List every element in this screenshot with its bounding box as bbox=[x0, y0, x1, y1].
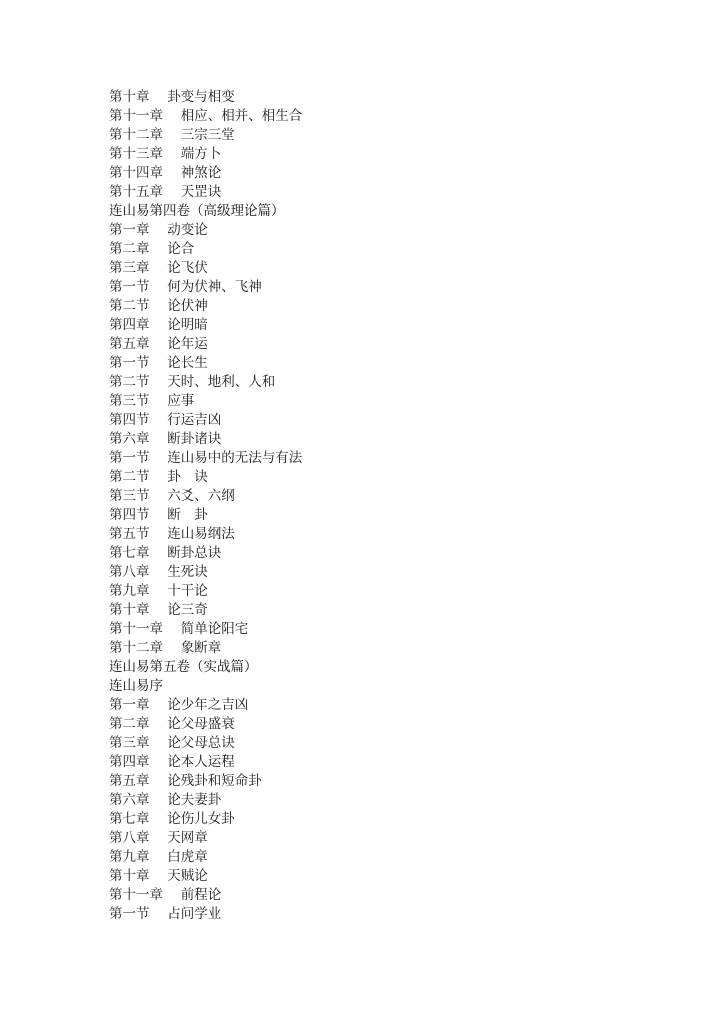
toc-entry: 第一章 动变论 bbox=[109, 222, 208, 238]
toc-entry: 第一节 占问学业 bbox=[109, 906, 222, 922]
toc-entry: 第一章 论少年之吉凶 bbox=[109, 697, 249, 713]
toc-entry: 第二节 卦 诀 bbox=[109, 469, 208, 485]
toc-entry: 第十三章 端方卜 bbox=[109, 146, 222, 162]
toc-entry: 第八章 天网章 bbox=[109, 830, 208, 846]
toc-entry: 第六章 断卦诸诀 bbox=[109, 431, 222, 447]
toc-entry: 第三章 论飞伏 bbox=[109, 260, 208, 276]
toc-entry: 第四章 论本人运程 bbox=[109, 754, 235, 770]
toc-entry: 第二节 天时、地利、人和 bbox=[109, 374, 276, 390]
toc-entry: 第五章 论年运 bbox=[109, 336, 208, 352]
toc-entry: 第二节 论伏神 bbox=[109, 298, 208, 314]
toc-entry: 第四章 论明暗 bbox=[109, 317, 208, 333]
toc-entry: 第十章 论三奇 bbox=[109, 602, 208, 618]
toc-entry: 第十二章 三宗三堂 bbox=[109, 127, 235, 143]
toc-entry: 第一节 何为伏神、飞神 bbox=[109, 279, 262, 295]
preface-heading: 连山易序 bbox=[109, 678, 163, 694]
volume-heading: 连山易第五卷（实战篇） bbox=[109, 659, 258, 675]
toc-entry: 第一节 论长生 bbox=[109, 355, 208, 371]
toc-entry: 第一节 连山易中的无法与有法 bbox=[109, 450, 303, 466]
toc-entry: 第二章 论合 bbox=[109, 241, 195, 257]
toc-entry: 第十章 卦变与相变 bbox=[109, 89, 235, 105]
toc-entry: 第九章 白虎章 bbox=[109, 849, 208, 865]
toc-entry: 第五节 连山易纲法 bbox=[109, 526, 235, 542]
toc-entry: 第三章 论父母总诀 bbox=[109, 735, 235, 751]
toc-entry: 第十一章 简单论阳宅 bbox=[109, 621, 249, 637]
toc-entry: 第四节 断 卦 bbox=[109, 507, 208, 523]
toc-entry: 第六章 论夫妻卦 bbox=[109, 792, 222, 808]
toc-entry: 第七章 论伤儿女卦 bbox=[109, 811, 235, 827]
toc-entry: 第十二章 象断章 bbox=[109, 640, 222, 656]
toc-entry: 第三节 应事 bbox=[109, 393, 195, 409]
toc-entry: 第十五章 天罡诀 bbox=[109, 184, 222, 200]
table-of-contents bbox=[109, 88, 302, 924]
toc-entry: 第四节 行运吉凶 bbox=[109, 412, 222, 428]
toc-entry: 第十四章 神煞论 bbox=[109, 165, 222, 181]
toc-entry: 第十一章 前程论 bbox=[109, 887, 222, 903]
toc-entry: 第九章 十干论 bbox=[109, 583, 208, 599]
toc-entry: 第十一章 相应、相并、相生合 bbox=[109, 108, 303, 124]
volume-heading: 连山易第四卷（高级理论篇） bbox=[109, 203, 285, 219]
toc-entry: 第二章 论父母盛衰 bbox=[109, 716, 235, 732]
toc-entry: 第七章 断卦总诀 bbox=[109, 545, 222, 561]
toc-entry: 第五章 论残卦和短命卦 bbox=[109, 773, 262, 789]
toc-entry: 第三节 六爻、六纲 bbox=[109, 488, 235, 504]
toc-entry: 第八章 生死诀 bbox=[109, 564, 208, 580]
toc-entry: 第十章 天贼论 bbox=[109, 868, 208, 884]
